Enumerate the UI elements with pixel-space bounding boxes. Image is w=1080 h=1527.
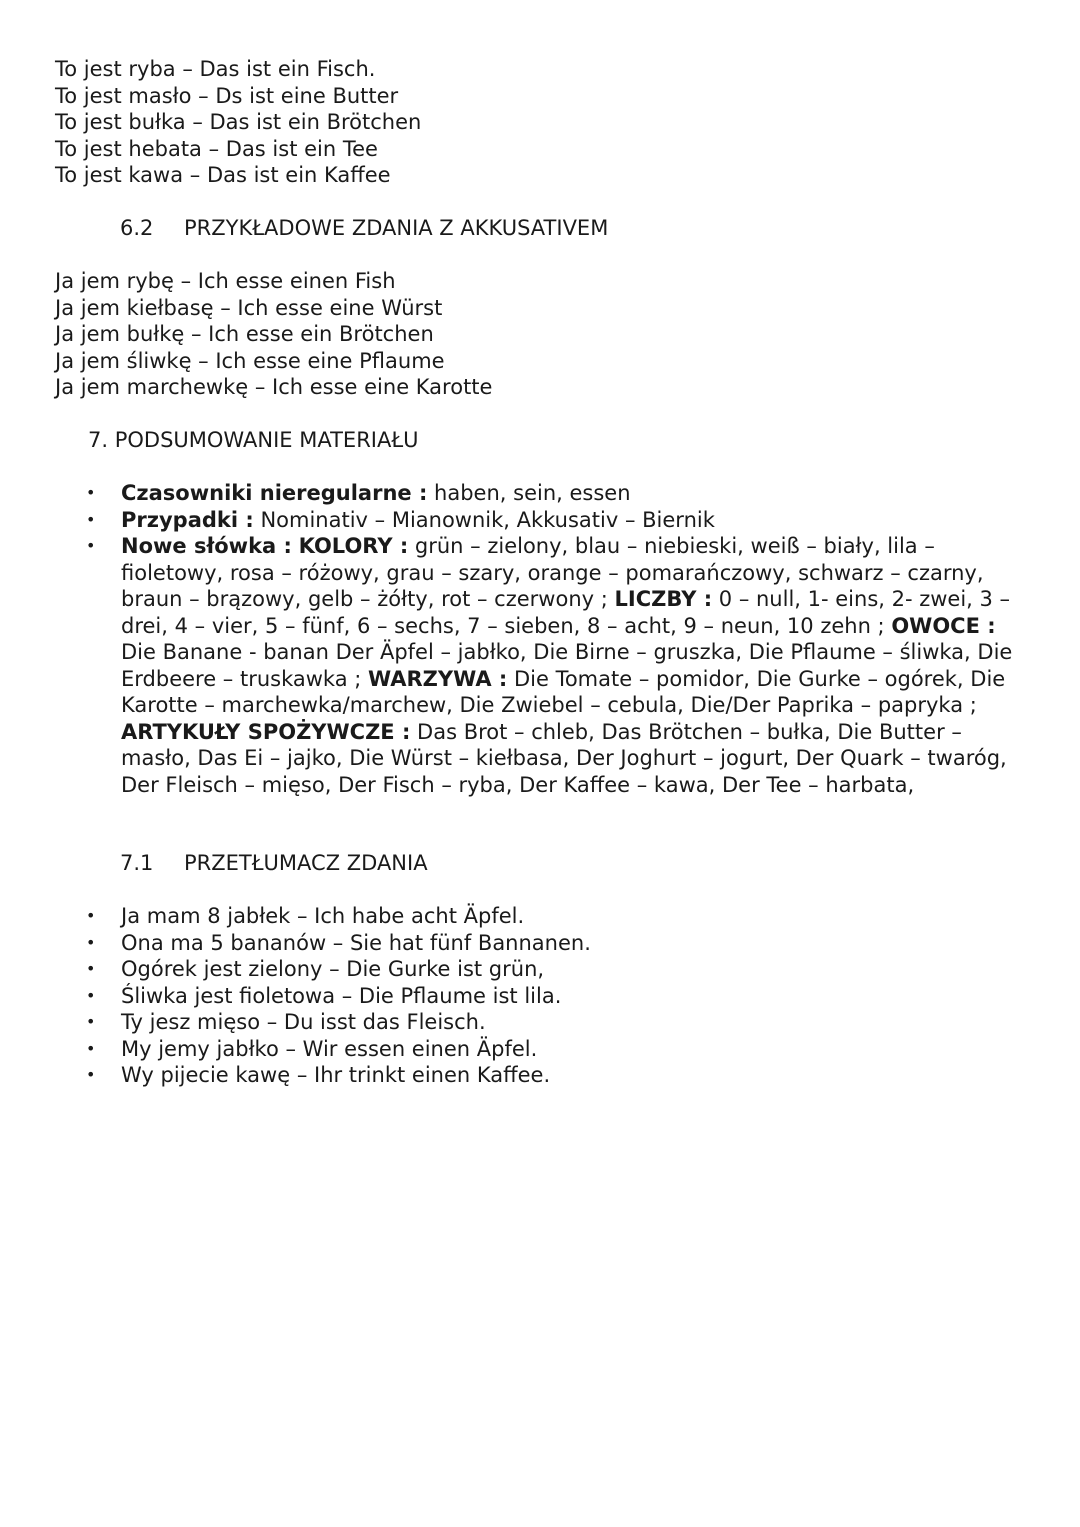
list-item	[86, 480, 1021, 507]
translation-sentence: Ogórek jest zielony – Die Gurke ist grün,	[121, 957, 545, 981]
translation-sentence: Śliwka jest fioletowa – Die Pflaume ist lila.	[121, 983, 562, 1008]
summary-label: Nowe słówka :	[121, 534, 292, 558]
bullet-icon: •	[86, 985, 96, 1005]
list-item	[86, 983, 591, 1010]
example-line: To jest ryba – Das ist ein Fisch.	[55, 57, 376, 81]
section-title: PRZYKŁADOWE ZDANIA Z AKKUSATIVEM	[184, 216, 609, 240]
summary-text: grün – zielony, blau – niebieski, weiß – biały, lila – fioletowy, rosa – różowy, grau – szary, orange – pomarańczowy, schwarz – czarny, braun – brązowy, gelb – żółty, rot – czerwony ;	[121, 534, 984, 611]
bullet-icon: •	[86, 483, 96, 502]
list-item	[86, 1036, 591, 1063]
list-item	[86, 1062, 591, 1089]
list-item	[86, 507, 1021, 534]
example-line: To jest masło – Ds ist eine Butter	[55, 83, 399, 108]
summary-label: OWOCE :	[891, 613, 996, 638]
list-item	[86, 1009, 591, 1036]
example-line: To jest kawa – Das ist ein Kaffee	[55, 163, 391, 187]
bullet-icon: •	[86, 1038, 96, 1058]
section-title: PRZETŁUMACZ ZDANIA	[184, 851, 428, 875]
bullet-icon: •	[86, 1065, 96, 1084]
list-item	[86, 903, 591, 930]
summary-text: 0 – null, 1- eins, 2- zwei, 3 – drei, 4 – vier, 5 – fünf, 6 – sechs, 7 – sieben, 8 – acht, 9 – neun, 10 zehn ;	[121, 587, 1011, 638]
summary-label: KOLORY :	[298, 534, 409, 558]
example-line: To jest bułka – Das ist ein Brötchen	[55, 110, 422, 134]
translation-list	[86, 903, 591, 1089]
summary-label: Przypadki :	[121, 507, 254, 532]
summary-text: haben, sein, essen	[427, 481, 631, 505]
example-line: Ja jem kiełbasę – Ich esse eine Würst	[55, 295, 443, 320]
summary-label: WARZYWA :	[368, 666, 508, 691]
bullet-icon: •	[86, 1012, 96, 1031]
section-number: 7.1	[120, 851, 154, 875]
summary-text: Das Brot – chleb, Das Brötchen – bułka, Die Butter – masło, Das Ei – jajko, Die Würst – kiełbasa, Der Joghurt – jogurt, Der Quark – twaróg, Der Fleisch – mięso, Der Fisch – ryba, Der Kaffee – kawa, Der Tee – harbata,	[121, 719, 1007, 797]
summary-label: Czasowniki nieregularne :	[121, 481, 428, 505]
bullet-icon: •	[86, 906, 96, 925]
summary-text: Die Tomate – pomidor, Die Gurke – ogórek, Die Karotte – marchewka/marchew, Die Zwiebel – cebula, Die/Der Paprika – papryka ;	[121, 666, 1006, 717]
summary-list	[86, 480, 1021, 798]
example-line: Ja jem bułkę – Ich esse ein Brötchen	[55, 322, 434, 346]
list-item	[86, 930, 591, 957]
section-title: 7. PODSUMOWANIE MATERIAŁU	[88, 428, 419, 452]
bullet-icon: •	[86, 959, 96, 978]
summary-text: Die Banane - banan Der Äpfel – jabłko, Die Birne – gruszka, Die Pflaume – śliwka, Die Erdbeere – truskawka ;	[121, 640, 1013, 691]
bullet-icon: •	[86, 932, 96, 952]
example-line: To jest hebata – Das ist ein Tee	[55, 136, 378, 161]
example-line: Ja jem śliwkę – Ich esse eine Pflaume	[55, 348, 445, 373]
section-number: 6.2	[120, 216, 154, 240]
translation-sentence: Wy pijecie kawę – Ihr trinkt einen Kaffee.	[121, 1063, 551, 1087]
bullet-icon: •	[86, 509, 96, 529]
list-item	[86, 533, 1021, 798]
bullet-icon: •	[86, 536, 96, 555]
translation-sentence: Ona ma 5 bananów – Sie hat fünf Bannanen.	[121, 930, 591, 955]
section-heading-7	[88, 427, 419, 454]
translation-sentence: Ty jesz mięso – Du isst das Fleisch.	[121, 1010, 486, 1034]
section-heading-7-1	[120, 850, 428, 877]
section-heading-6-2	[120, 215, 608, 242]
summary-label: ARTYKUŁY SPOŻYWCZE :	[121, 719, 411, 744]
example-line: Ja jem rybę – Ich esse einen Fish	[55, 269, 396, 293]
akkusativ-examples	[55, 268, 492, 401]
list-item	[86, 956, 591, 983]
summary-text: Nominativ – Mianownik, Akkusativ – Biernik	[253, 507, 715, 532]
vocabulary-paragraph	[121, 533, 1021, 798]
translation-sentence: Ja mam 8 jabłek – Ich habe acht Äpfel.	[121, 904, 525, 928]
summary-label: LICZBY :	[614, 587, 713, 611]
nominativ-examples	[55, 56, 421, 189]
example-line: Ja jem marchewkę – Ich esse eine Karotte	[55, 375, 493, 399]
translation-sentence: My jemy jabłko – Wir essen einen Äpfel.	[121, 1036, 538, 1061]
